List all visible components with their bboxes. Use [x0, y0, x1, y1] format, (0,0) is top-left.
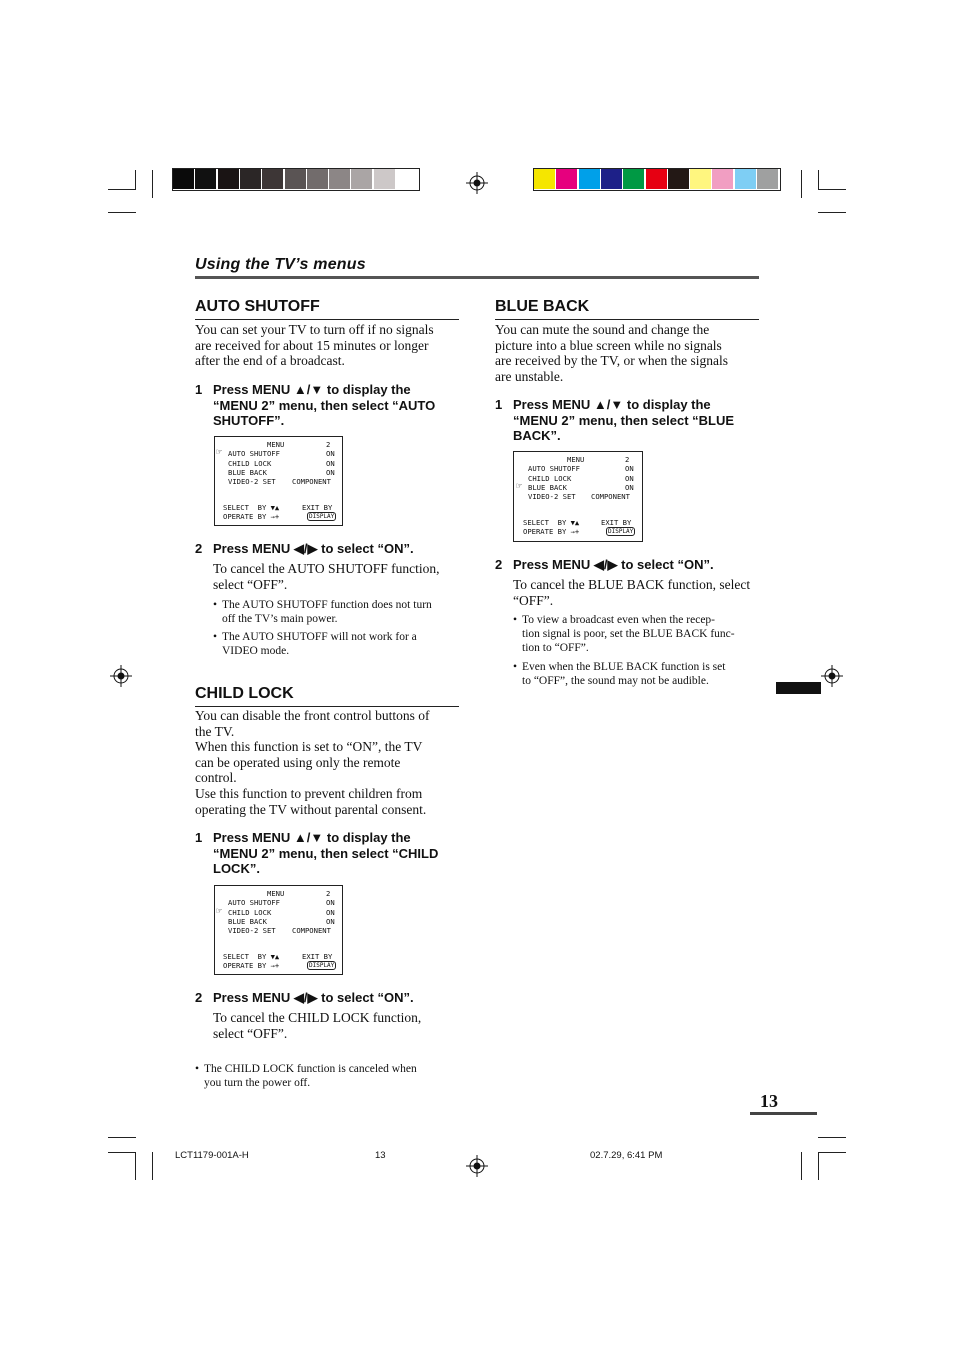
section-title-auto-shutoff: AUTO SHUTOFF: [195, 298, 320, 315]
child-lock-cancel: To cancel the CHILD LOCK function, select “OFF”.: [213, 1010, 422, 1041]
registration-mark-icon: [110, 665, 132, 687]
page-header-title: Using the TV’s menus: [195, 256, 366, 273]
registration-mark-icon: [466, 172, 488, 194]
registration-mark-icon: [821, 665, 843, 687]
auto-shutoff-note-1: • The AUTO SHUTOFF function does not turn off the TV’s main power.: [213, 599, 432, 625]
footer-doc-code: LCT1179-001A-H: [175, 1150, 249, 1161]
section-rule: [195, 319, 459, 320]
menu-screen-blue-back: MENU 2 AUTO SHUTOFF ON CHILD LOCK ON ☞ BLUE BACK ON VIDEO-2 SET COMPONENT SELECT BY ▼▲ EXIT BY OPERATE BY →+ DISPLAY: [513, 451, 643, 542]
blue-back-step-1: 1 Press MENU ▲/▼ to display the “MENU 2” menu, then select “BLUE BACK”.: [495, 397, 735, 444]
blue-back-note-1: • To view a broadcast even when the recep- tion signal is poor, set the BLUE BACK func- tion to “OFF”.: [513, 614, 735, 654]
blue-back-note-2: • Even when the BLUE BACK function is set to “OFF”, the sound may not be audible.: [513, 661, 726, 687]
grayscale-bar-frame: [172, 168, 420, 191]
section-tab: [776, 682, 821, 694]
section-rule: [195, 706, 459, 707]
auto-shutoff-intro: You can set your TV to turn off if no signals are received for about 15 minutes or longer after the end of a broadcast.: [195, 322, 434, 369]
menu-screen-auto-shutoff: MENU 2 ☞ AUTO SHUTOFF ON CHILD LOCK ON BLUE BACK ON VIDEO-2 SET COMPONENT SELECT BY ▼▲ EXIT BY OPERATE BY →+ DISPLAY: [214, 436, 343, 526]
pointer-hand-icon: ☞: [516, 481, 523, 492]
color-bar-frame: [533, 168, 781, 191]
auto-shutoff-step-1: 1 Press MENU ▲/▼ to display the “MENU 2” menu, then select “AUTO SHUTOFF”.: [195, 382, 436, 429]
child-lock-step-1: 1 Press MENU ▲/▼ to display the “MENU 2” menu, then select “CHILD LOCK”.: [195, 830, 439, 877]
child-lock-intro: You can disable the front control buttons of the TV. When this function is set to “ON”, the TV can be operated using only the remote control. Use this function to prevent children from operating the TV without parental consent.: [195, 708, 430, 817]
section-title-child-lock: CHILD LOCK: [195, 685, 294, 702]
page-number: 13: [760, 1091, 778, 1111]
page-number-rule: [750, 1112, 817, 1115]
display-button-icon: DISPLAY: [309, 513, 335, 520]
auto-shutoff-note-2: • The AUTO SHUTOFF will not work for a VIDEO mode.: [213, 631, 417, 657]
blue-back-intro: You can mute the sound and change the picture into a blue screen while no signals are received by the TV, or when the signals are unstable.: [495, 322, 729, 384]
section-title-blue-back: BLUE BACK: [495, 298, 590, 315]
pointer-hand-icon: ☞: [216, 905, 223, 917]
pointer-hand-icon: ☞: [216, 447, 223, 458]
header-rule: [195, 276, 759, 279]
display-button-icon: DISPLAY: [309, 962, 335, 969]
footer-date: 02.7.29, 6:41 PM: [590, 1150, 663, 1161]
auto-shutoff-cancel: To cancel the AUTO SHUTOFF function, select “OFF”.: [213, 561, 440, 592]
menu-screen-child-lock: MENU 2 AUTO SHUTOFF ON ☞ CHILD LOCK ON BLUE BACK ON VIDEO-2 SET COMPONENT SELECT BY ▼▲ EXIT BY OPERATE BY →+ DISPLAY: [214, 885, 343, 975]
section-rule: [495, 319, 759, 320]
footer-page: 13: [375, 1150, 386, 1161]
registration-mark-icon: [466, 1155, 488, 1177]
child-lock-note-1: • The CHILD LOCK function is canceled when you turn the power off.: [195, 1063, 417, 1089]
display-button-icon: DISPLAY: [608, 528, 634, 535]
blue-back-cancel: To cancel the BLUE BACK function, select “OFF”.: [513, 577, 751, 608]
